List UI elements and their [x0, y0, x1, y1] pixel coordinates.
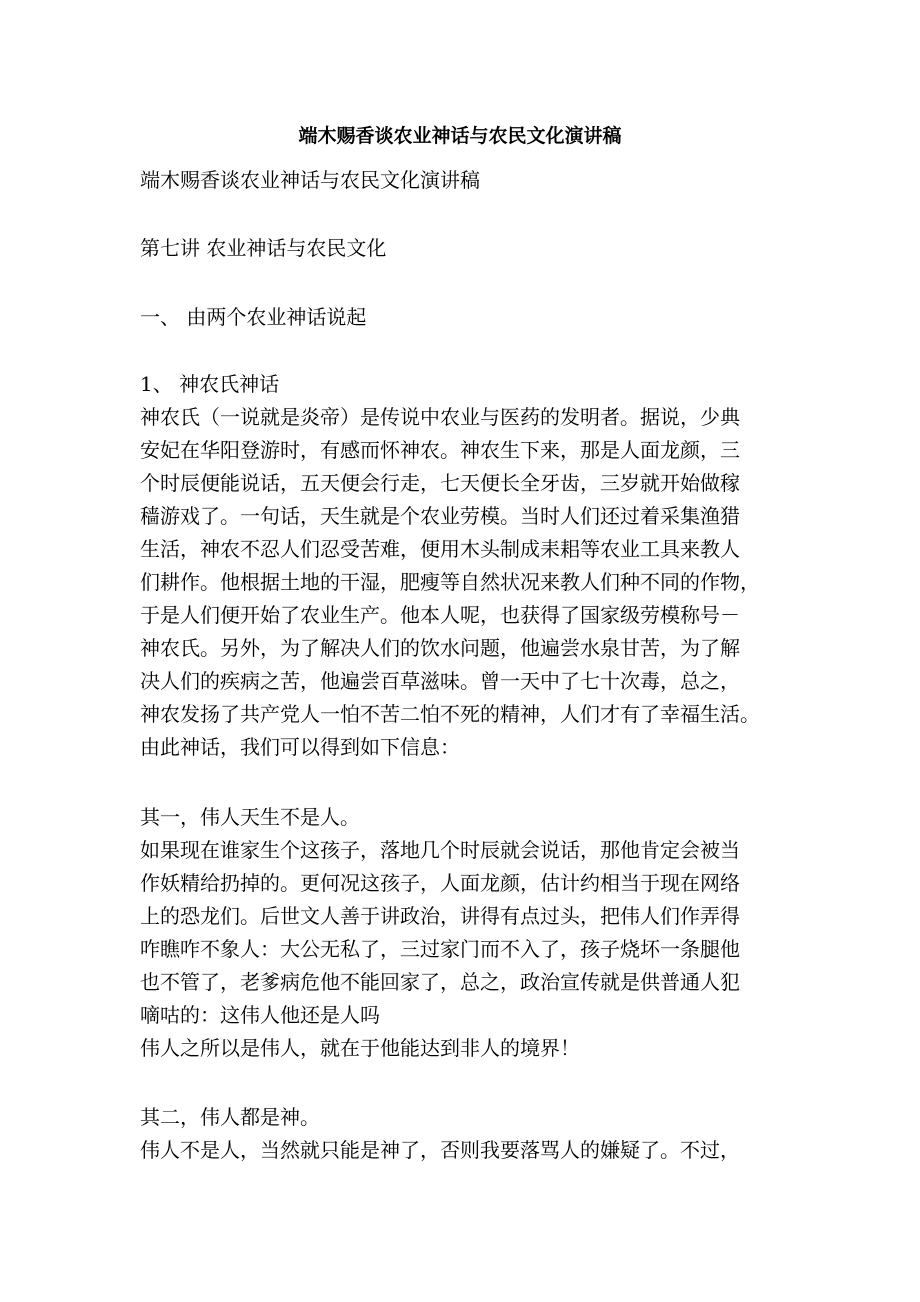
paragraph-line: 于是人们便开始了农业生产。他本人呢，也获得了国家级劳模称号－	[140, 603, 740, 627]
paragraph-line: 作妖精给扔掉的。更何况这孩子，人面龙颜，估计约相当于现在网络	[140, 871, 740, 895]
paragraph-line: 神农发扬了共产党人一怕不苦二怕不死的精神，人们才有了幸福生活。	[140, 702, 760, 726]
subtitle-line: 端木赐香谈农业神话与农民文化演讲稿	[140, 168, 480, 192]
paragraph-line: 上的恐龙们。后世文人善于讲政治，讲得有点过头，把伟人们作弄得	[140, 904, 740, 928]
document-title: 端木赐香谈农业神话与农民文化演讲稿	[298, 125, 622, 147]
paragraph-line: 们耕作。他根据土地的干湿，肥瘦等自然状况来教人们种不同的作物，	[140, 570, 760, 594]
paragraph-line: 咋瞧咋不象人：大公无私了，三过家门而不入了，孩子烧坏一条腿他	[140, 937, 740, 961]
paragraph-line: 伟人之所以是伟人，就在于他能达到非人的境界！	[140, 1036, 580, 1060]
point-heading: 其一，伟人天生不是人。	[140, 805, 360, 829]
paragraph-line: 由此神话，我们可以得到如下信息：	[140, 735, 460, 759]
paragraph-line: 生活，神农不忍人们忍受苦难，便用木头制成耒耜等农业工具来教人	[140, 537, 740, 561]
paragraph-line: 也不管了，老爹病危他不能回家了，总之，政治宣传就是供普通人犯	[140, 970, 740, 994]
paragraph-line: 嘀咕的：这伟人他还是人吗	[140, 1003, 380, 1027]
paragraph-line: 伟人不是人，当然就只能是神了，否则我要落骂人的嫌疑了。不过，	[140, 1138, 740, 1162]
paragraph-line: 安妃在华阳登游时，有感而怀神农。神农生下来，那是人面龙颜，三	[140, 438, 740, 462]
point-heading: 其二，伟人都是神。	[140, 1105, 320, 1129]
section-heading: 一、 由两个农业神话说起	[140, 305, 367, 329]
paragraph-line: 决人们的疾病之苦，他遍尝百草滋味。曾一天中了七十次毒，总之，	[140, 669, 740, 693]
subsection-heading: 1、 神农氏神话	[140, 372, 280, 396]
paragraph-line: 神农氏（一说就是炎帝）是传说中农业与医药的发明者。据说，少典	[140, 405, 740, 429]
lecture-heading: 第七讲 农业神话与农民文化	[140, 236, 387, 260]
paragraph-line: 个时辰便能说话，五天便会行走，七天便长全牙齿，三岁就开始做稼	[140, 471, 740, 495]
paragraph-line: 神农氏。另外，为了解决人们的饮水问题，他遍尝水泉甘苦，为了解	[140, 636, 740, 660]
paragraph-line: 如果现在谁家生个这孩子，落地几个时辰就会说话，那他肯定会被当	[140, 838, 740, 862]
paragraph-line: 穑游戏了。一句话，天生就是个农业劳模。当时人们还过着采集渔猎	[140, 504, 740, 528]
